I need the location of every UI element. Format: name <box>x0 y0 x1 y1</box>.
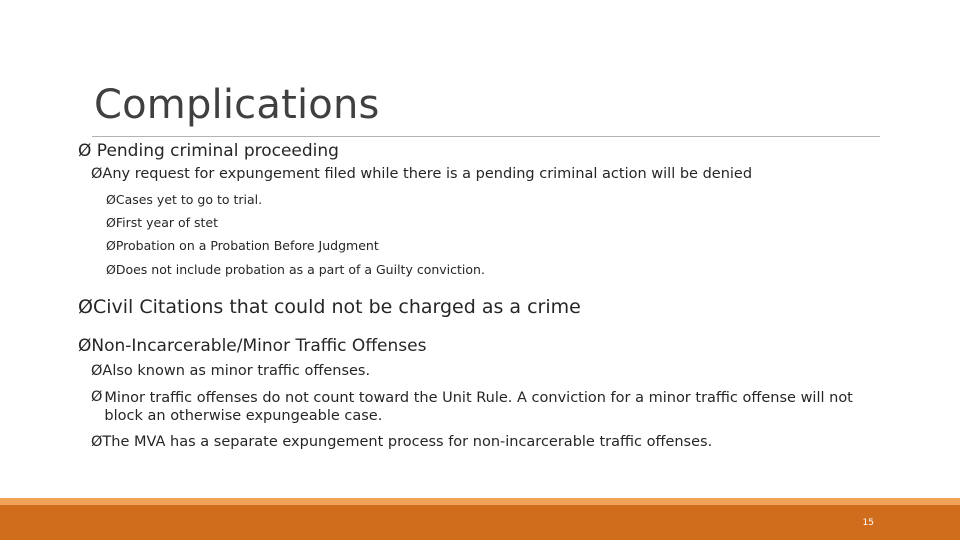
bullet-text: Any request for expungement filed while there is a pending criminal action will be denied <box>102 166 753 182</box>
arrow-bullet-icon: Ø <box>91 363 103 379</box>
traffic-sub-mva <box>91 434 712 450</box>
arrow-bullet-icon: Ø <box>91 389 103 405</box>
traffic-sub-unit-rule <box>91 389 881 425</box>
slide-title: Complications <box>94 82 380 128</box>
bullet-text: The MVA has a separate expungement process for non-incarcerable traffic offenses. <box>102 434 713 450</box>
bullet-text: Minor traffic offenses do not count toward the Unit Rule. A conviction for a minor traffic offense will not block an otherwise expungeable case. <box>104 390 853 424</box>
arrow-bullet-icon: Ø <box>106 262 116 277</box>
bullet-civil <box>78 296 581 318</box>
arrow-bullet-icon: Ø <box>106 192 116 207</box>
title-divider <box>92 136 880 137</box>
bullet-text: Probation on a Probation Before Judgment <box>115 238 379 253</box>
arrow-bullet-icon: Ø <box>78 141 92 161</box>
bullet-pending-sub <box>91 166 752 182</box>
bullet-text: Cases yet to go to trial. <box>115 192 263 207</box>
bullet-pending <box>78 141 339 161</box>
footer-bar <box>0 505 960 540</box>
bullet-text: Pending criminal proceeding <box>96 141 339 161</box>
sub-item-stet <box>106 215 218 230</box>
page-number: 15 <box>862 518 874 528</box>
arrow-bullet-icon: Ø <box>91 434 103 450</box>
bullet-traffic <box>78 336 426 356</box>
arrow-bullet-icon: Ø <box>106 238 116 253</box>
arrow-bullet-icon: Ø <box>106 215 116 230</box>
bullet-text: Civil Citations that could not be charged as a crime <box>92 296 581 318</box>
footer-accent-bar <box>0 498 960 505</box>
bullet-text: First year of stet <box>115 215 219 230</box>
bullet-text: Does not include probation as a part of a Guilty conviction. <box>115 262 485 277</box>
bullet-text: Non-Incarcerable/Minor Traffic Offenses <box>91 336 427 356</box>
sub-item-pbj <box>106 238 379 253</box>
bullet-text: Also known as minor traffic offenses. <box>102 363 371 379</box>
arrow-bullet-icon: Ø <box>78 296 93 318</box>
sub-item-guilty <box>106 262 485 277</box>
sub-item-cases <box>106 192 262 207</box>
arrow-bullet-icon: Ø <box>78 336 92 356</box>
arrow-bullet-icon: Ø <box>91 166 103 182</box>
traffic-sub-aka <box>91 363 370 379</box>
